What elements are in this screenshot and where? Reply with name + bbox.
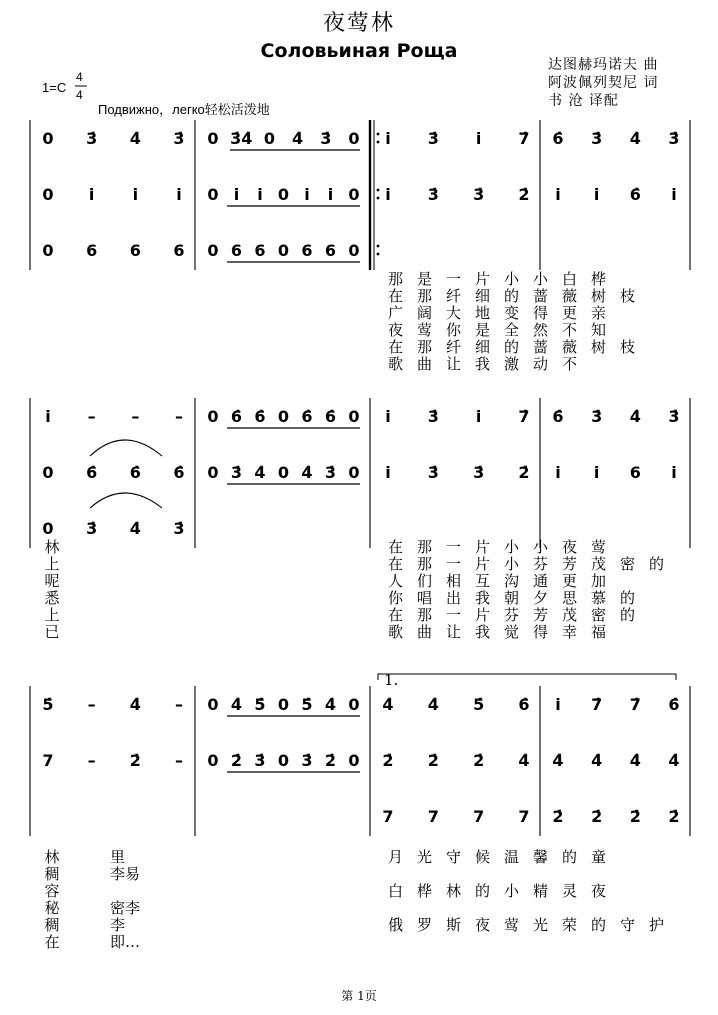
note: 6 xyxy=(254,241,266,260)
note: 0 xyxy=(348,407,360,426)
lyric-pickup: 容 xyxy=(44,882,60,900)
note: 4̇ xyxy=(324,695,337,714)
note: i xyxy=(671,463,677,482)
note: 3̇ xyxy=(173,519,185,538)
lyric-line: 俄罗斯夜莺光荣的守护 xyxy=(388,916,679,934)
note: – xyxy=(87,407,96,426)
note: i xyxy=(132,185,139,204)
note: 7 xyxy=(382,807,394,826)
slur-arc xyxy=(90,493,162,508)
note: 0 xyxy=(207,407,219,426)
note: 0 xyxy=(207,695,219,714)
note: 4̇ xyxy=(629,751,641,770)
note: i xyxy=(475,129,482,148)
note: i xyxy=(671,185,677,204)
note: 0 xyxy=(277,241,290,260)
note: 2̇ xyxy=(324,751,337,770)
note: 7̇ xyxy=(518,129,530,148)
lyric-pickup: 稠 xyxy=(44,865,60,883)
lyric-pickup: 呢 xyxy=(44,572,60,590)
lyric-pickup: 即… xyxy=(110,933,141,951)
note: 0 xyxy=(207,751,219,770)
note: 4̇ xyxy=(254,463,266,482)
note: 6 xyxy=(324,241,337,260)
note: i xyxy=(593,185,600,204)
lyric-pickup: 稠 xyxy=(44,916,60,934)
note: 0 xyxy=(348,751,360,770)
note: 2̇ xyxy=(473,751,485,770)
note: 4̇ xyxy=(518,751,530,770)
composer-credit: 达图赫玛诺夫 曲 xyxy=(548,57,659,73)
note: 0 xyxy=(348,695,360,714)
note: 0 xyxy=(207,463,219,482)
repeat-dot xyxy=(377,253,380,256)
note: 6 xyxy=(129,241,141,260)
note: 6̇ xyxy=(254,407,266,426)
lyric-pickup: 上 xyxy=(44,606,60,624)
note: 6̇ xyxy=(668,695,680,714)
title-chinese: 夜莺林 xyxy=(322,11,395,36)
note: 4̇ xyxy=(230,695,243,714)
note: 0 xyxy=(263,129,275,148)
page-number: 第 1页 xyxy=(341,989,377,1003)
note: 6 xyxy=(301,241,313,260)
note: 5̇ xyxy=(301,695,313,714)
note: 0 xyxy=(277,185,290,204)
note: 3̇ xyxy=(324,463,337,482)
note: – xyxy=(175,407,183,426)
note: 3̇ xyxy=(591,129,603,148)
note: 2̇ xyxy=(129,751,141,770)
note: 2̇ xyxy=(230,751,243,770)
note: i xyxy=(257,185,263,204)
note: i xyxy=(555,463,561,482)
note: – xyxy=(175,695,183,714)
note: 5̇ xyxy=(473,695,485,714)
note: i xyxy=(555,695,561,714)
note: – xyxy=(87,751,96,770)
lyric-pickup: 秘 xyxy=(44,899,60,917)
note: 6̇ xyxy=(324,407,337,426)
note: 3̇ xyxy=(427,185,439,204)
note: 6̇ xyxy=(230,407,243,426)
note: 6 xyxy=(629,463,641,482)
note: 2̇ xyxy=(382,751,394,770)
note: 0 xyxy=(42,463,54,482)
note: 0 xyxy=(207,241,219,260)
note: 4̇ xyxy=(629,129,641,148)
note: 3̇ xyxy=(86,519,98,538)
note: 6 xyxy=(173,241,185,260)
note: 0 xyxy=(42,129,54,148)
note: 0 xyxy=(42,519,54,538)
title-russian: Соловьиная Роща xyxy=(260,40,458,62)
note: i xyxy=(475,407,482,426)
lyric-line: 人们相互沟通更加 xyxy=(388,572,621,590)
note: 6̇ xyxy=(86,463,98,482)
lyric-line: 在那纤细的蔷薇树枝 xyxy=(388,287,650,305)
note: 6̇ xyxy=(552,129,564,148)
repeat-dot xyxy=(377,245,380,248)
lyric-pickup: 悉 xyxy=(44,589,60,607)
repeat-dot xyxy=(377,133,380,136)
note: 7̇ xyxy=(629,695,641,714)
note: 6̇ xyxy=(129,463,141,482)
note: i xyxy=(176,185,182,204)
note: i xyxy=(385,129,391,148)
note: 2̇ xyxy=(668,807,680,826)
note: 3̇ xyxy=(591,407,603,426)
note: 6̇ xyxy=(518,695,530,714)
volta-bracket xyxy=(378,674,676,680)
note: 2̇ xyxy=(552,807,564,826)
lyric-line: 在那一片小小夜莺 xyxy=(388,538,621,556)
note: 4̇ xyxy=(382,695,394,714)
note: 3̇ xyxy=(320,129,332,148)
note: i xyxy=(385,185,391,204)
note: – xyxy=(87,695,96,714)
note: 0 xyxy=(207,129,219,148)
note: – xyxy=(131,407,140,426)
slur-arc xyxy=(90,440,162,456)
note: i xyxy=(385,407,391,426)
lyric-pickup: 李 xyxy=(110,916,126,934)
note: 0 xyxy=(42,241,54,260)
meter-numerator: 4 xyxy=(76,70,83,84)
translator-credit: 书 沧 译配 xyxy=(548,93,619,109)
note: i xyxy=(593,463,600,482)
note: 2̇ xyxy=(591,807,603,826)
note: 3̇ xyxy=(230,463,243,482)
note: 3̇ xyxy=(427,463,439,482)
note: i xyxy=(555,185,561,204)
note: 7̇ xyxy=(591,695,603,714)
note: 3̇ xyxy=(668,129,680,148)
lyric-pickup: 里 xyxy=(110,848,126,866)
note: 3̇ xyxy=(173,129,185,148)
lyricist-credit: 阿波佩列契尼 词 xyxy=(548,75,659,91)
note: 7 xyxy=(518,807,530,826)
note: 2̇ xyxy=(629,807,641,826)
note: 3̇4̇ xyxy=(230,129,253,148)
note: 0 xyxy=(277,751,290,770)
note: 4̇ xyxy=(591,751,603,770)
note: i xyxy=(304,185,310,204)
note: 4̇ xyxy=(552,751,564,770)
note: 7̇ xyxy=(518,407,530,426)
note: i xyxy=(88,185,95,204)
lyric-line: 月光守候温馨的童 xyxy=(388,848,621,866)
lyric-line: 你唱出我朝夕思慕的 xyxy=(388,589,650,607)
note: 3̇ xyxy=(86,129,98,148)
key-signature: 1=C xyxy=(42,80,67,95)
repeat-dot xyxy=(377,189,380,192)
note: 0 xyxy=(348,185,360,204)
note: 6 xyxy=(230,241,243,260)
lyric-pickup: 上 xyxy=(44,555,60,573)
note: 0 xyxy=(277,463,290,482)
note: 6̇ xyxy=(173,463,185,482)
note: 0 xyxy=(277,695,290,714)
lyric-pickup: 李易 xyxy=(110,865,141,883)
note: 0 xyxy=(348,463,360,482)
note: i xyxy=(45,407,51,426)
note: 0 xyxy=(42,185,54,204)
note: – xyxy=(175,751,183,770)
note: i xyxy=(233,185,240,204)
note: 7 xyxy=(42,751,54,770)
note: 3̇ xyxy=(254,751,266,770)
note: 0 xyxy=(277,407,290,426)
note: i xyxy=(327,185,334,204)
note: 2̇ xyxy=(518,185,530,204)
note: 3̇ xyxy=(427,407,439,426)
note: 3̇ xyxy=(473,463,485,482)
note: 3̇ xyxy=(668,407,680,426)
note: 4̇ xyxy=(129,519,141,538)
lyric-pickup: 在 xyxy=(44,933,60,951)
lyric-pickup: 密李 xyxy=(110,899,141,917)
lyric-line: 在那纤细的蔷薇树枝 xyxy=(388,338,650,356)
note: 6 xyxy=(86,241,98,260)
lyric-line: 在那一片芬芳茂密的 xyxy=(388,606,650,624)
lyric-line: 那是一片小小白桦 xyxy=(388,270,621,288)
lyric-pickup: 已 xyxy=(44,623,60,641)
note: 4̇ xyxy=(301,463,313,482)
note: 6̇ xyxy=(301,407,313,426)
note: 7 xyxy=(473,807,485,826)
note: 0 xyxy=(348,129,360,148)
note: 5̇ xyxy=(254,695,266,714)
lyric-pickup: 林 xyxy=(44,538,60,556)
volta-number: 1. xyxy=(384,671,399,689)
meter-denominator: 4 xyxy=(76,88,83,102)
note: 3̇ xyxy=(473,185,485,204)
note: i xyxy=(385,463,391,482)
repeat-dot xyxy=(377,141,380,144)
lyric-line: 在那一片小芬芳茂密的 xyxy=(388,555,679,573)
note: 0 xyxy=(348,241,360,260)
lyric-line: 广阔大地变得更亲 xyxy=(388,304,621,322)
lyric-line: 夜莺你是全然不知 xyxy=(388,321,621,339)
note: 4̇ xyxy=(668,751,680,770)
note: 0 xyxy=(207,185,219,204)
note: 4̇ xyxy=(629,407,641,426)
lyric-line: 歌曲让我觉得幸福 xyxy=(388,623,621,641)
note: 3̇ xyxy=(301,751,313,770)
lyric-pickup: 林 xyxy=(44,848,60,866)
lyric-line: 歌曲让我激动不 xyxy=(388,355,592,373)
tempo-marking: Подвижно，легко轻松活泼地 xyxy=(98,102,270,117)
note: 4̇ xyxy=(129,695,141,714)
note: 4̇ xyxy=(292,129,304,148)
note: 2̇ xyxy=(518,463,530,482)
note: 2̇ xyxy=(427,751,439,770)
note: 6̇ xyxy=(629,185,641,204)
note: 5̇ xyxy=(42,695,54,714)
note: 7 xyxy=(427,807,439,826)
note: 4̇ xyxy=(129,129,141,148)
note: 6̇ xyxy=(552,407,564,426)
note: 4̇ xyxy=(427,695,439,714)
note: 3̇ xyxy=(427,129,439,148)
repeat-dot xyxy=(377,197,380,200)
lyric-line: 白桦林的小精灵夜 xyxy=(388,882,621,900)
